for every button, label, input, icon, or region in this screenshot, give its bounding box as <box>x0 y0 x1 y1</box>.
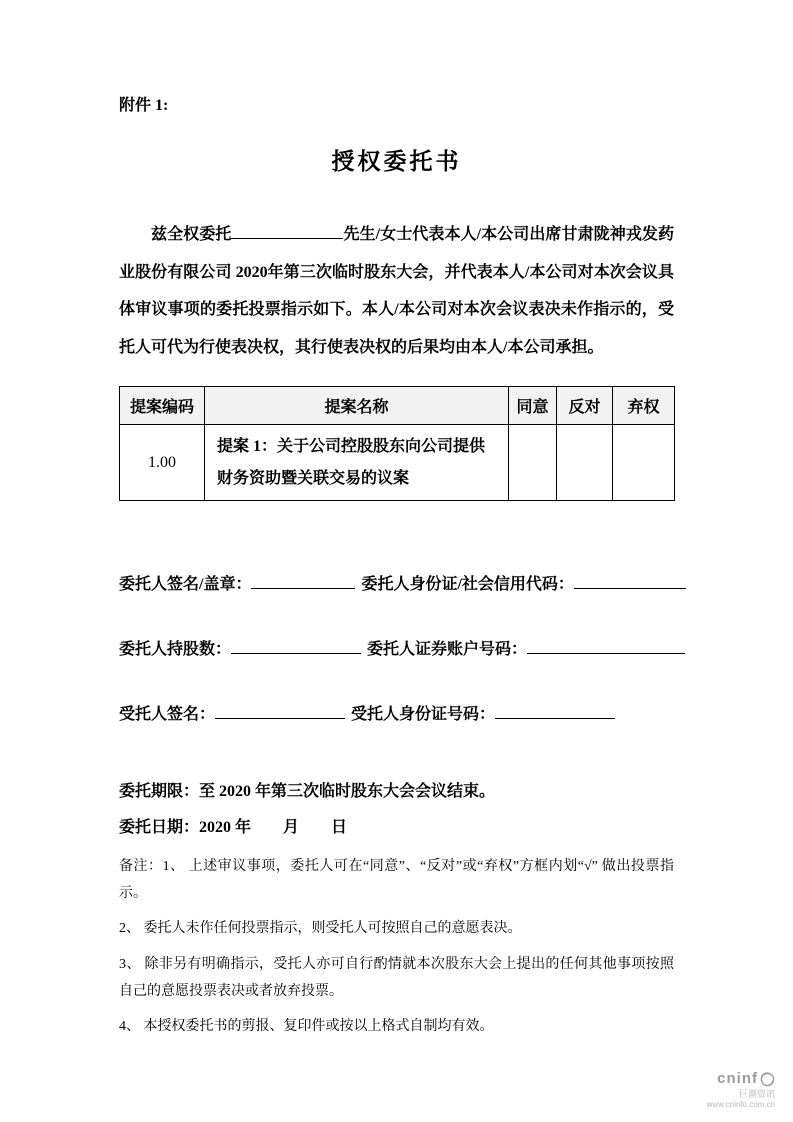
table-row <box>120 425 675 500</box>
principal-signature-label: 委托人签名/盖章： <box>119 575 252 593</box>
oppose-vote-cell <box>557 425 613 500</box>
trustee-signature-label: 受托人签名： <box>119 705 216 723</box>
agree-vote-cell <box>509 425 557 500</box>
trustee-id-blank <box>495 702 615 719</box>
header-oppose: 反对 <box>557 387 613 425</box>
intro-rest: 先生/女士代表本人/本公司出席甘肃陇神戎发药业股份有限公司 2020年第三次临时股东大会，并代表本人/本公司对本次会议具体审议事项的委托投票指示如下。本人/本公司对本次会议表决未作指示的，受托人可代为行使表决权，其行使表决权的后果均由本人/本公司承担。 <box>119 226 674 356</box>
cninfo-swirl-icon <box>760 1072 775 1087</box>
note-4: 4、 本授权委托书的剪报、复印件或按以上格式自制均有效。 <box>119 1019 494 1035</box>
entrust-period-line: 委托期限：至 2020 年第三次临时股东大会会议结束。 <box>119 782 496 800</box>
intro-prefix: 兹全权委托 <box>151 226 232 243</box>
principal-id-blank <box>574 572 686 589</box>
proposal-table <box>119 386 675 500</box>
proposal-name-cell: 提案 1：关于公司控股股东向公司提供财务资助暨关联交易的议案 <box>205 425 509 500</box>
notes-section <box>119 853 674 1041</box>
signature-row-principal <box>119 571 674 594</box>
trustee-id-label: 受托人身份证号码： <box>351 705 496 723</box>
intro-paragraph <box>119 216 674 366</box>
principal-shares-blank <box>231 637 361 654</box>
table-header-row <box>120 387 675 425</box>
header-proposal-name: 提案名称 <box>205 387 509 425</box>
entrust-date-line: 委托日期：2020 年 月 日 <box>119 818 348 836</box>
signature-row-shares <box>119 636 674 659</box>
principal-id-label: 委托人身份证/社会信用代码： <box>361 575 574 593</box>
note-2: 2、 委托人未作任何投票指示，则受托人可按照自己的意愿表决。 <box>119 921 522 937</box>
note-3: 3、 除非另有明确指示，受托人亦可自行酌情就本次股东大会上提出的任何其他事项按照自己的意愿投票表决或者放弃投票。 <box>119 956 674 999</box>
cninfo-url: www.cninfo.com.cn <box>706 1100 775 1109</box>
trustee-signature-blank <box>215 702 345 719</box>
principal-signature-blank <box>251 572 355 589</box>
abstain-vote-cell <box>613 425 675 500</box>
cninfo-brand-text: cninf <box>717 1070 758 1087</box>
proposal-code-cell: 1.00 <box>120 425 205 500</box>
cninfo-brand-row <box>707 1070 775 1089</box>
principal-account-label: 委托人证券账户号码： <box>367 640 528 658</box>
signature-row-trustee <box>119 701 674 724</box>
principal-shares-label: 委托人持股数： <box>119 640 232 658</box>
principal-account-blank <box>527 637 685 654</box>
attachment-label: 附件 1: <box>119 97 169 114</box>
header-abstain: 弃权 <box>613 387 675 425</box>
page-title: 授权委托书 <box>331 149 462 174</box>
header-agree: 同意 <box>509 387 557 425</box>
entrustee-name-blank <box>231 222 343 239</box>
note-1: 备注：1、 上述审议事项，委托人可在“同意”、“反对”或“弃权”方框内划“√” 做出投票指示。 <box>119 858 674 902</box>
header-proposal-code: 提案编码 <box>120 387 205 425</box>
cninfo-watermark <box>707 1070 775 1110</box>
cninfo-chinese-name: 巨潮资讯 <box>738 1088 775 1099</box>
